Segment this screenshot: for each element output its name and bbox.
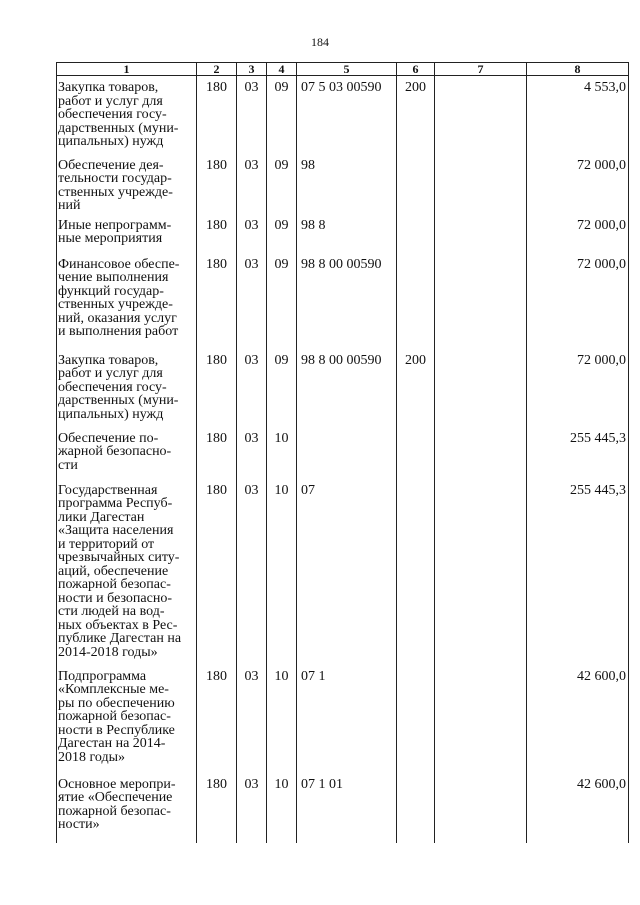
row-extra-cell	[435, 214, 527, 253]
table-row	[57, 253, 629, 349]
row-target-article-cell: 07	[297, 479, 397, 665]
row-amount-cell: 42 600,0	[527, 773, 629, 843]
row-section-cell: 03	[237, 154, 267, 214]
row-name-cell: Обеспечение дея- тельности государ- ственных учрежде- ний	[57, 154, 197, 214]
row-code-cell: 180	[197, 214, 237, 253]
row-amount-cell: 72 000,0	[527, 214, 629, 253]
row-subsection-cell: 10	[267, 479, 297, 665]
table-row	[57, 214, 629, 253]
row-amount-cell: 255 445,3	[527, 479, 629, 665]
row-name-cell: Закупка товаров, работ и услуг для обеспечения госу- дарственных (муни- ципальных) нужд	[57, 349, 197, 427]
row-target-article-cell: 07 1	[297, 665, 397, 773]
row-amount-cell: 255 445,3	[527, 427, 629, 479]
row-target-article-cell: 07 1 01	[297, 773, 397, 843]
row-code-cell: 180	[197, 349, 237, 427]
row-target-article-cell: 98	[297, 154, 397, 214]
row-section-cell: 03	[237, 665, 267, 773]
row-extra-cell	[435, 253, 527, 349]
header-row	[57, 63, 629, 76]
row-section-cell: 03	[237, 76, 267, 154]
table-row	[57, 427, 629, 479]
row-name-cell: Финансовое обеспе- чение выполнения функций государ- ственных учрежде- ний, оказания услуг и выполнения работ	[57, 253, 197, 349]
row-section-cell: 03	[237, 773, 267, 843]
header-cell: 8	[527, 63, 629, 76]
row-subsection-cell: 09	[267, 253, 297, 349]
header-cell: 6	[397, 63, 435, 76]
row-code-cell: 180	[197, 665, 237, 773]
row-subsection-cell: 09	[267, 349, 297, 427]
table-row	[57, 665, 629, 773]
row-expense-type-cell	[397, 214, 435, 253]
row-expense-type-cell	[397, 665, 435, 773]
row-expense-type-cell	[397, 154, 435, 214]
table-row	[57, 349, 629, 427]
header-cell: 2	[197, 63, 237, 76]
table-row	[57, 773, 629, 843]
row-code-cell: 180	[197, 154, 237, 214]
row-section-cell: 03	[237, 427, 267, 479]
row-name-cell: Подпрограмма «Комплексные ме- ры по обеспечению пожарной безопас- ности в Республике Дагестан на 2014- 2018 годы»	[57, 665, 197, 773]
row-name-cell: Основное меропри- ятие «Обеспечение пожарной безопас- ности»	[57, 773, 197, 843]
row-expense-type-cell	[397, 427, 435, 479]
table-row	[57, 154, 629, 214]
row-amount-cell: 72 000,0	[527, 253, 629, 349]
row-section-cell: 03	[237, 214, 267, 253]
header-cell: 3	[237, 63, 267, 76]
header-cell: 4	[267, 63, 297, 76]
header-cell: 5	[297, 63, 397, 76]
row-extra-cell	[435, 76, 527, 154]
row-expense-type-cell: 200	[397, 76, 435, 154]
table-row	[57, 76, 629, 154]
row-code-cell: 180	[197, 253, 237, 349]
budget-table	[56, 62, 629, 843]
row-subsection-cell: 10	[267, 665, 297, 773]
row-extra-cell	[435, 154, 527, 214]
row-code-cell: 180	[197, 479, 237, 665]
row-amount-cell: 42 600,0	[527, 665, 629, 773]
row-expense-type-cell	[397, 253, 435, 349]
row-target-article-cell: 98 8 00 00590	[297, 349, 397, 427]
row-section-cell: 03	[237, 349, 267, 427]
row-subsection-cell: 09	[267, 76, 297, 154]
row-subsection-cell: 09	[267, 154, 297, 214]
row-section-cell: 03	[237, 253, 267, 349]
header-cell: 1	[57, 63, 197, 76]
row-target-article-cell: 07 5 03 00590	[297, 76, 397, 154]
row-extra-cell	[435, 349, 527, 427]
row-code-cell: 180	[197, 773, 237, 843]
row-amount-cell: 72 000,0	[527, 154, 629, 214]
row-extra-cell	[435, 773, 527, 843]
row-name-cell: Иные непрограмм- ные мероприятия	[57, 214, 197, 253]
row-target-article-cell	[297, 427, 397, 479]
row-subsection-cell: 10	[267, 427, 297, 479]
row-extra-cell	[435, 427, 527, 479]
row-expense-type-cell	[397, 479, 435, 665]
page-number: 184	[311, 35, 329, 49]
row-expense-type-cell: 200	[397, 349, 435, 427]
row-extra-cell	[435, 479, 527, 665]
row-extra-cell	[435, 665, 527, 773]
row-name-cell: Государственная программа Респуб- лики Дагестан «Защита населения и территорий от чрезвычайных ситу- аций, обеспечение пожарной безопас- ности и безопасно- сти людей на вод- ных объектах в Рес- публике Дагестан на 2014-2018 годы»	[57, 479, 197, 665]
row-name-cell: Обеспечение по- жарной безопасно- сти	[57, 427, 197, 479]
row-amount-cell: 4 553,0	[527, 76, 629, 154]
row-section-cell: 03	[237, 479, 267, 665]
row-code-cell: 180	[197, 76, 237, 154]
row-code-cell: 180	[197, 427, 237, 479]
header-cell: 7	[435, 63, 527, 76]
row-target-article-cell: 98 8 00 00590	[297, 253, 397, 349]
row-name-cell: Закупка товаров, работ и услуг для обеспечения госу- дарственных (муни- ципальных) нужд	[57, 76, 197, 154]
table-row	[57, 479, 629, 665]
row-expense-type-cell	[397, 773, 435, 843]
row-amount-cell: 72 000,0	[527, 349, 629, 427]
row-subsection-cell: 10	[267, 773, 297, 843]
row-subsection-cell: 09	[267, 214, 297, 253]
row-target-article-cell: 98 8	[297, 214, 397, 253]
